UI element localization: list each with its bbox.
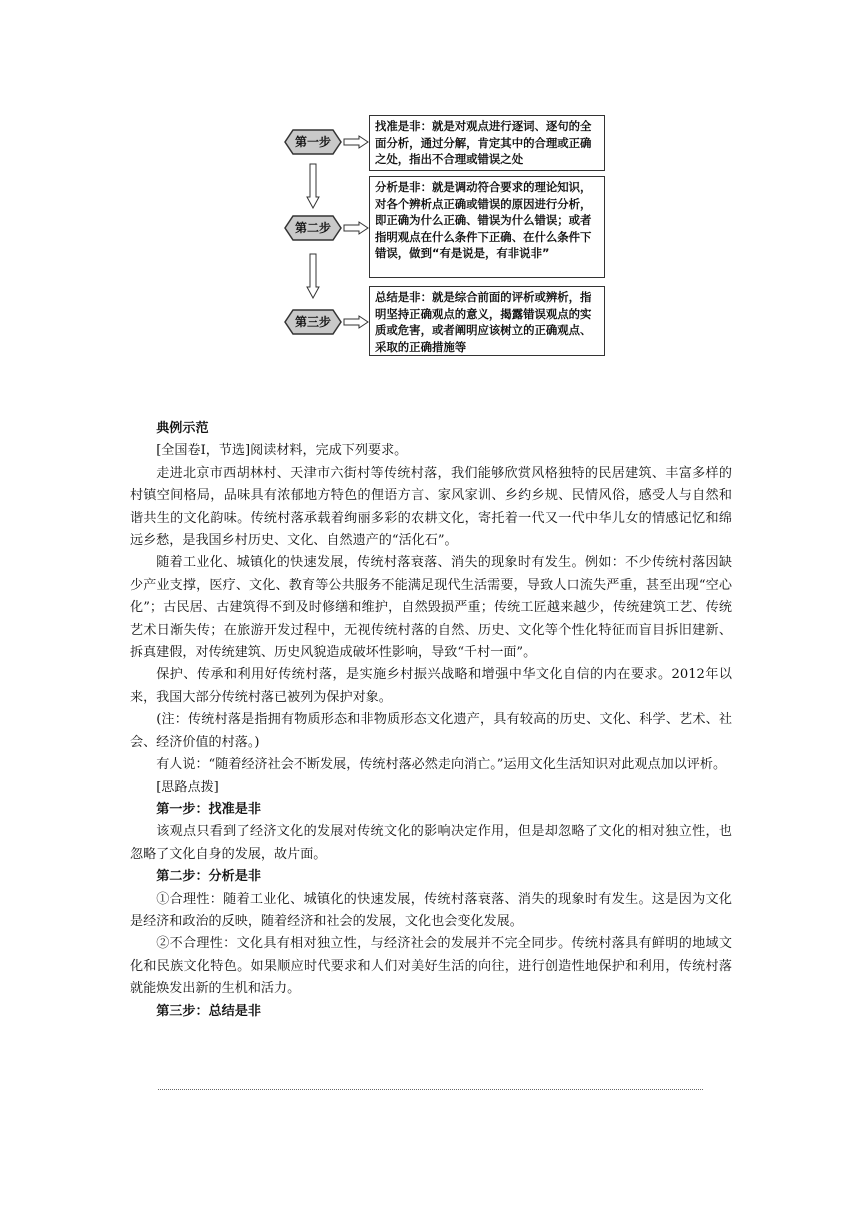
step-3-label: 第三步: [294, 315, 331, 329]
material-paragraph: 随着工业化、城镇化的快速发展，传统村落衰落、消失的现象时有发生。例如：不少传统村落因缺少产业支撑，医疗、文化、教育等公共服务不能满足现代生活需要，导致人口流失严重，甚至出现“空心化”；古民居、古建筑得不到及时修缮和维护，自然毁损严重；传统工匠越来越少，传统建筑工艺、传统艺术日渐失传；在旅游开发过程中，无视传统村落的自然、历史、文化等个性化特征而盲目拆旧建新、拆真建假，对传统建筑、历史风貌造成破坏性影响，导致“千村一面”。: [130, 555, 732, 661]
source-line: [全国卷Ⅰ，节选]阅读材料，完成下列要求。: [156, 443, 408, 459]
divider: [158, 1089, 703, 1090]
step-1-text: 该观点只看到了经济文化的发展对传统文化的影响决定作用，但是却忽略了文化的相对独立性，也忽略了文化自身的发展，故片面。: [130, 824, 732, 862]
step-2-title: 第二步：分析是非: [156, 869, 261, 885]
question-prompt: 有人说：“随着经济社会不断发展，传统村落必然走向消亡。”运用文化生活知识对此观点加以评析。: [156, 757, 727, 773]
step-1-description: 找准是非：就是对观点进行逐词、逐句的全面分析，通过分解，肯定其中的合理或正确之处，指出不合理或错误之处: [369, 115, 605, 171]
step-2-point-1: ①合理性：随着工业化、城镇化的快速发展，传统村落衰落、消失的现象时有发生。这是因为文化是经济和政治的反映，随着经济和社会的发展，文化也会变化发展。: [130, 891, 732, 929]
step-1-badge: [283, 128, 343, 156]
material-paragraph: 保护、传承和利用好传统村落，是实施乡村振兴战略和增强中华文化自信的内在要求。2012年以来，我国大部分传统村落已被列为保护对象。: [130, 667, 732, 705]
arrow-right-icon: [343, 135, 369, 149]
arrow-right-icon: [343, 221, 369, 235]
step-3-title: 第三步：总结是非: [156, 1003, 261, 1019]
step-2-badge: [283, 214, 343, 242]
example-section: [130, 418, 732, 1023]
arrow-down-icon: [306, 163, 320, 209]
step-3-badge: [283, 308, 343, 336]
section-title: 典例示范: [156, 421, 209, 436]
hint-title: [思路点拨]: [156, 779, 219, 795]
arrow-down-icon: [306, 253, 320, 299]
step-3-description: 总结是非：就是综合前面的评析或辨析，指明坚持正确观点的意义，揭露错误观点的实质或危害，或者阐明应该树立的正确观点、采取的正确措施等: [369, 286, 605, 356]
step-1-label: 第一步: [294, 135, 331, 149]
arrow-right-icon: [343, 315, 369, 329]
material-note: (注：传统村落是指拥有物质形态和非物质形态文化遗产，具有较高的历史、文化、科学、艺术、社会、经济价值的村落。): [130, 712, 732, 750]
material-paragraph: 走进北京市西胡林村、天津市六街村等传统村落，我们能够欣赏风格独特的民居建筑、丰富多样的村镇空间格局，品味具有浓郁地方特色的俚语方言、家风家训、乡约乡规、民情风俗，感受人与自然和谐共生的文化韵味。传统村落承载着绚丽多彩的农耕文化，寄托着一代又一代中华儿女的情感记忆和绵远乡愁，是我国乡村历史、文化、自然遗产的“活化石”。: [130, 465, 732, 549]
three-step-flow-diagram: [0, 0, 860, 370]
step-2-description: 分析是非：就是调动符合要求的理论知识，对各个辨析点正确或错误的原因进行分析，即正确为什么正确、错误为什么错误；或者指明观点在什么条件下正确、在什么条件下错误，做到“有是说是，有非说非”: [369, 176, 605, 278]
step-2-label: 第二步: [294, 221, 331, 235]
step-2-point-2: ②不合理性：文化具有相对独立性，与经济社会的发展并不完全同步。传统村落具有鲜明的地域文化和民族文化特色。如果顺应时代要求和人们对美好生活的向往，进行创造性地保护和利用，传统村落就能焕发出新的生机和活力。: [130, 936, 732, 997]
step-1-title: 第一步：找准是非: [156, 801, 261, 817]
